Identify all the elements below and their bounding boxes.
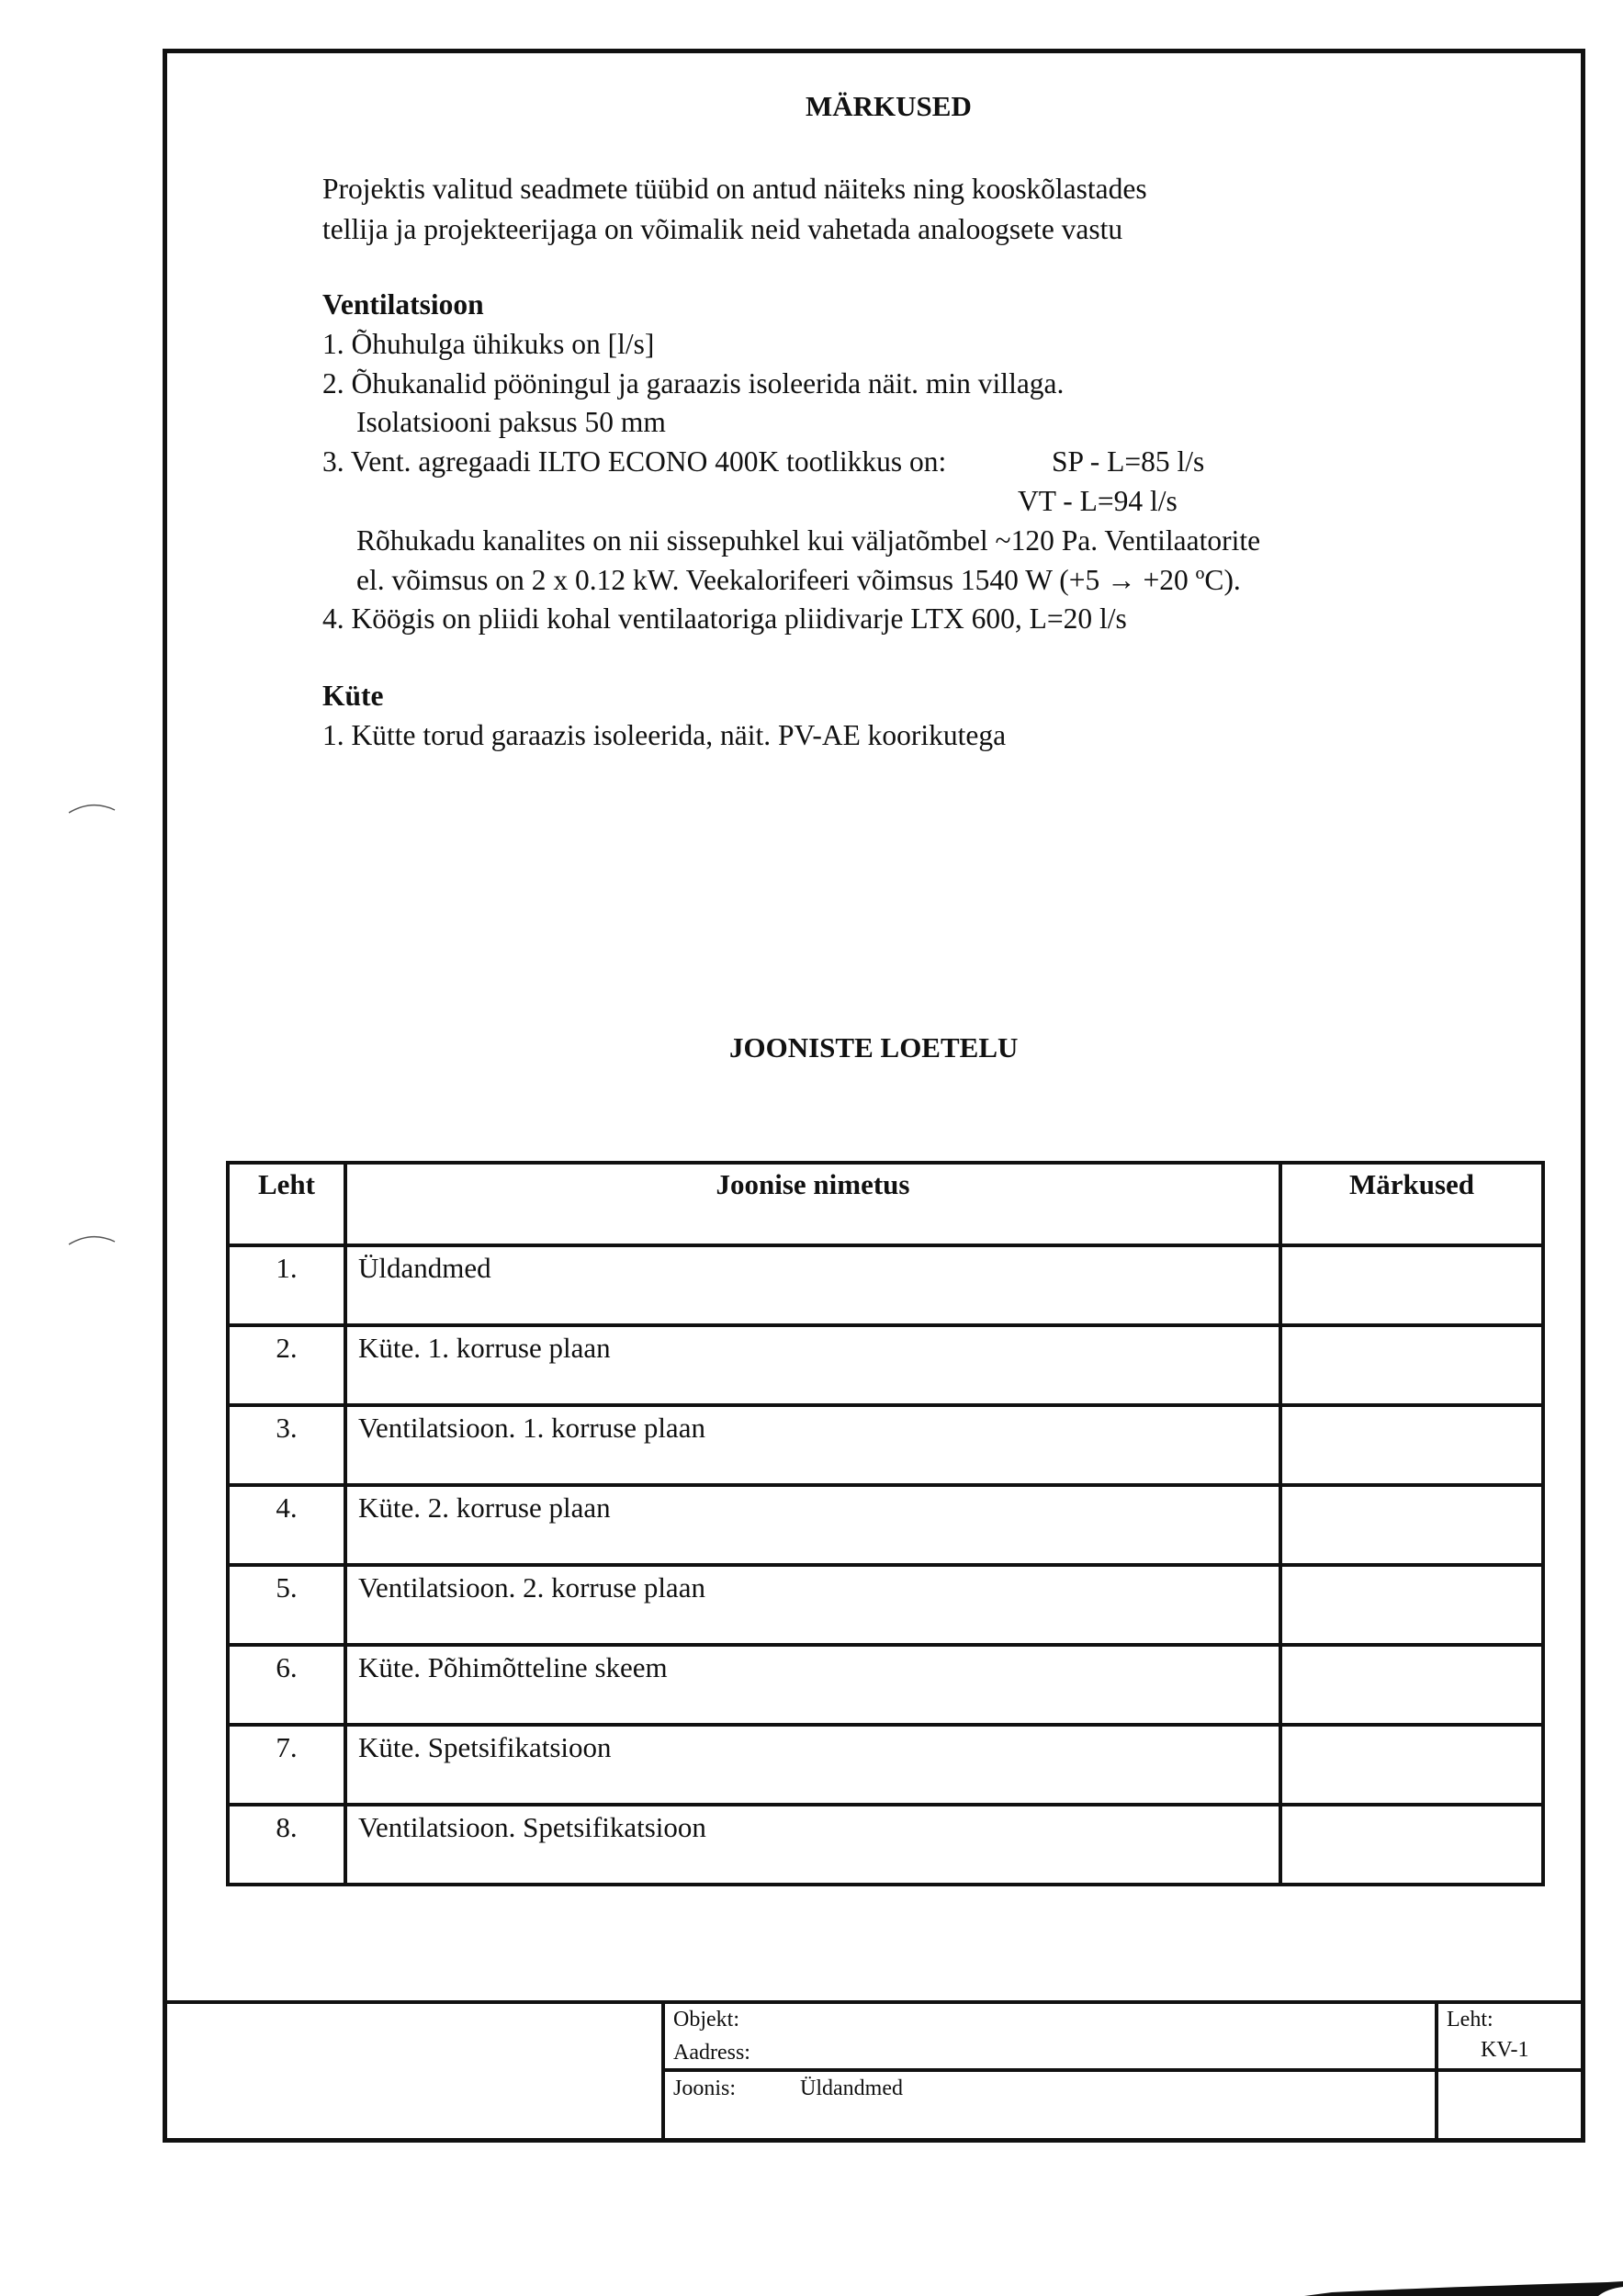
cell-name: Ventilatsioon. 2. korruse plaan	[347, 1567, 1282, 1643]
table-row	[230, 1244, 1541, 1323]
notes-intro-line: tellija ja projekteerijaga on võimalik neid vahetada analoogsete vastu	[322, 213, 1123, 245]
ventilation-note: 2. Õhukanalid pööningul ja garaazis isoleerida näit. min villaga.	[322, 367, 1065, 400]
cell-sheet: 7.	[230, 1727, 347, 1803]
cell-remarks	[1282, 1806, 1541, 1883]
cell-name: Küte. 1. korruse plaan	[347, 1327, 1282, 1403]
ventilation-note: 3. Vent. agregaadi ILTO ECONO 400K tootlikkus on:	[322, 445, 947, 478]
cell-remarks	[1282, 1487, 1541, 1563]
sheet-value: KV-1	[1481, 2038, 1529, 2062]
ventilation-note: el. võimsus on 2 x 0.12 kW. Veekalorifeeri võimsus 1540 W (+5 → +20 ºC).	[356, 564, 1241, 596]
title-block-sheet-divider	[1435, 2000, 1438, 2143]
notes-title: MÄRKUSED	[806, 90, 972, 122]
cell-name: Üldandmed	[347, 1247, 1282, 1323]
scan-smudge	[1304, 2259, 1623, 2296]
cell-remarks	[1282, 1407, 1541, 1483]
ventilation-note: 1. Õhuhulga ühikuks on [l/s]	[322, 328, 655, 360]
drawing-label: Joonis:	[673, 2077, 737, 2100]
address-label: Aadress:	[673, 2041, 750, 2065]
cell-sheet: 3.	[230, 1407, 347, 1483]
cell-name: Ventilatsioon. 1. korruse plaan	[347, 1407, 1282, 1483]
cell-sheet: 1.	[230, 1247, 347, 1323]
cell-name: Küte. 2. korruse plaan	[347, 1487, 1282, 1563]
cell-sheet: 8.	[230, 1806, 347, 1883]
ventilation-heading: Ventilatsioon	[322, 288, 484, 321]
scan-mark-top	[64, 799, 119, 817]
cell-remarks	[1282, 1247, 1541, 1323]
cell-remarks	[1282, 1327, 1541, 1403]
table-row	[230, 1723, 1541, 1803]
title-block-top-border	[163, 2000, 1585, 2004]
ventilation-note: Rõhukadu kanalites on nii sissepuhkel kui väljatõmbel ~120 Pa. Ventilaatorite	[356, 524, 1261, 557]
drawings-table	[226, 1161, 1545, 1886]
column-header-remarks: Märkused	[1348, 1168, 1475, 1200]
scan-mark-bottom	[64, 1231, 119, 1249]
table-header-row	[230, 1165, 1541, 1244]
drawings-title: JOONISTE LOETELU	[729, 1031, 1019, 1064]
table-row	[230, 1563, 1541, 1643]
cell-remarks	[1282, 1647, 1541, 1723]
column-header-name: Joonise nimetus	[347, 1165, 1282, 1244]
cell-name: Küte. Põhimõtteline skeem	[347, 1647, 1282, 1723]
drawing-value: Üldandmed	[800, 2077, 903, 2100]
heating-note: 1. Kütte torud garaazis isoleerida, näit. PV-AE koorikutega	[322, 719, 1007, 751]
cell-remarks	[1282, 1567, 1541, 1643]
cell-sheet: 4.	[230, 1487, 347, 1563]
object-label: Objekt:	[673, 2008, 739, 2032]
table-row	[230, 1803, 1541, 1883]
column-header-sheet: Leht	[230, 1165, 347, 1244]
notes-intro-line: Projektis valitud seadmete tüübid on antud näiteks ning kooskõlastades	[322, 173, 1147, 205]
title-block-mid-border	[661, 2068, 1585, 2072]
table-row	[230, 1403, 1541, 1483]
cell-name: Küte. Spetsifikatsioon	[347, 1727, 1282, 1803]
heating-heading: Küte	[322, 680, 384, 712]
ventilation-note: 4. Köögis on pliidi kohal ventilaatoriga pliidivarje LTX 600, L=20 l/s	[322, 602, 1127, 635]
cell-sheet: 6.	[230, 1647, 347, 1723]
ventilation-note-vt: VT - L=94 l/s	[1018, 485, 1178, 517]
cell-sheet: 5.	[230, 1567, 347, 1643]
table-row	[230, 1323, 1541, 1403]
ventilation-note-sp: SP - L=85 l/s	[1052, 445, 1205, 478]
cell-name: Ventilatsioon. Spetsifikatsioon	[347, 1806, 1282, 1883]
cell-remarks	[1282, 1727, 1541, 1803]
sheet-label: Leht:	[1447, 2008, 1493, 2032]
cell-sheet: 2.	[230, 1327, 347, 1403]
ventilation-note: Isolatsiooni paksus 50 mm	[356, 406, 666, 438]
table-row	[230, 1483, 1541, 1563]
table-row	[230, 1643, 1541, 1723]
